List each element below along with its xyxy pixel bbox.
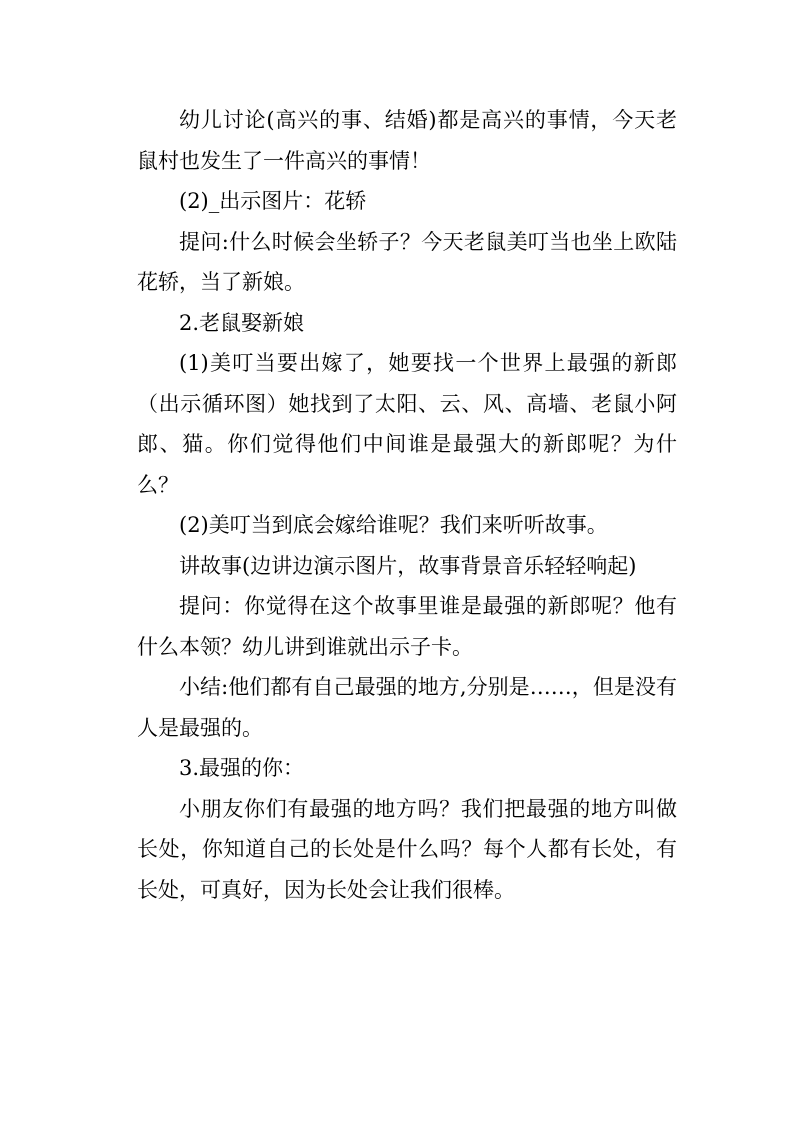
paragraph-question-sedan: 提问:什么时候会坐轿子？今天老鼠美叮当也坐上欧陆花轿，当了新娘。 xyxy=(137,229,677,294)
paragraph-summary: 小结:他们都有自己最强的地方,分别是……，但是没有人是最强的。 xyxy=(137,675,677,740)
section-heading-strongest-you: 3.最强的你： xyxy=(179,756,305,780)
paragraph-show-sedan-picture: (2)_出示图片：花轿 xyxy=(179,189,367,213)
paragraph-tell-story: 讲故事(边讲边演示图片，故事背景音乐轻轻响起) xyxy=(179,553,637,578)
paragraph-strengths: 小朋友你们有最强的地方吗？我们把最强的地方叫做长处，你知道自己的长处是什么吗？每个人都有长处，有长处，可真好，因为长处会让我们很棒。 xyxy=(137,796,677,902)
paragraph-question-story: 提问：你觉得在这个故事里谁是最强的新郎呢？他有什么本领？幼儿讲到谁就出示子卡。 xyxy=(137,594,677,659)
paragraph-strongest-groom: (1)美叮当要出嫁了，她要找一个世界上最强的新郎（出示循环图）她找到了太阳、云、风、高墙、老鼠小阿郎、猫。你们觉得他们中间谁是最强大的新郎呢？为什么？ xyxy=(137,351,677,497)
document-body xyxy=(137,100,677,910)
paragraph-who-marries: (2)美叮当到底会嫁给谁呢？我们来听听故事。 xyxy=(179,513,608,537)
section-heading-mouse-wedding: 2.老鼠娶新娘 xyxy=(179,310,305,335)
paragraph-happy-things: 幼儿讨论(高兴的事、结婚)都是高兴的事情，今天老鼠村也发生了一件高兴的事情！ xyxy=(137,108,677,173)
